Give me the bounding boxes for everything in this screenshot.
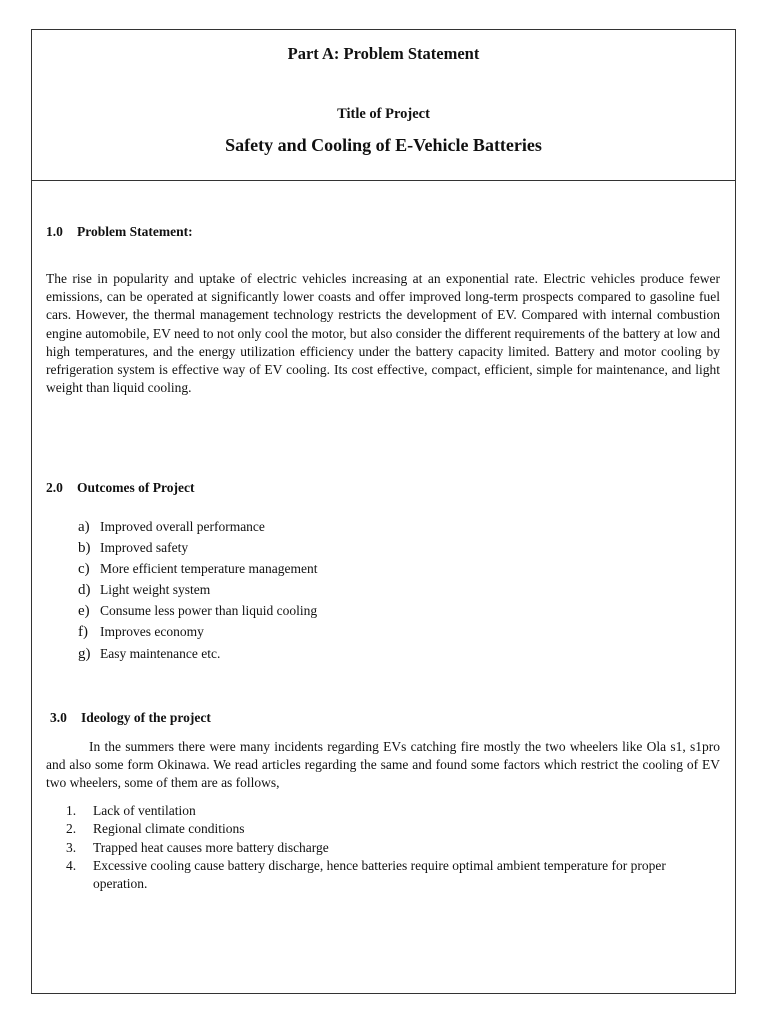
section-title: Ideology of the project <box>81 710 211 725</box>
list-item-text: Trapped heat causes more battery discharge <box>93 839 329 855</box>
list-marker: g) <box>78 645 91 662</box>
header-divider <box>31 180 736 181</box>
list-item <box>66 802 720 820</box>
part-title: Part A: Problem Statement <box>287 44 480 63</box>
list-marker: c) <box>78 561 90 578</box>
list-marker: a) <box>78 519 90 535</box>
list-item <box>78 537 478 558</box>
list-item-text: Improved safety <box>100 540 189 556</box>
section-heading-problem-statement <box>46 224 193 240</box>
list-item-text: Consume less power than liquid cooling <box>100 603 318 619</box>
ideology-paragraph: In the summers there were many incidents regarding EVs catching fire mostly the two wheelers like Ola s1, s1pro and also some form Okinawa. We read articles regarding the same and found some factors which restrict the cooling of EV two wheelers, some of them are as follows, <box>46 739 720 791</box>
list-item-text: Improved overall performance <box>100 519 265 534</box>
list-item <box>66 857 720 894</box>
list-item <box>78 516 478 537</box>
outcomes-list <box>78 516 478 664</box>
list-item <box>66 839 720 857</box>
section-title: Problem Statement: <box>77 224 193 239</box>
list-item-text: Light weight system <box>100 582 211 598</box>
list-item-text: Easy maintenance etc. <box>100 645 221 661</box>
list-item-text: Improves economy <box>100 624 204 640</box>
list-item <box>78 643 478 664</box>
section-heading-outcomes <box>46 480 194 496</box>
list-marker: d) <box>78 582 91 599</box>
list-item-text: Excessive cooling cause battery discharge, hence batteries require optimal ambient temperature for proper operation. <box>93 857 666 892</box>
list-marker: 4. <box>66 857 77 873</box>
list-marker: 3. <box>66 839 77 855</box>
list-marker: 2. <box>66 821 77 837</box>
section-title: Outcomes of Project <box>77 480 195 495</box>
section-number: 1.0 <box>46 224 63 239</box>
factors-list <box>66 802 720 893</box>
list-marker: f) <box>78 624 88 641</box>
project-title-label: Title of Project <box>337 106 430 122</box>
section-number: 2.0 <box>46 480 63 495</box>
problem-statement-paragraph: The rise in popularity and uptake of electric vehicles increasing at an exponential rate. Electric vehicles produce fewer emissions, can be operated at significantly lower coasts and offer improved long-term prospects compared to gasoline fuel cars. However, the thermal management technology restricts the development of EV. Compared with internal combustion engine automobile, EV need to not only cool the motor, but also consider the different requirements of the battery at low and high temperatures, and the energy utilization efficiency under the battery capacity limited. Battery and motor cooling by refrigeration system is effective way of EV cooling. Its cost effective, compact, efficient, simple for maintenance, and light weight than liquid cooling. <box>46 271 720 396</box>
section-heading-ideology <box>50 710 211 726</box>
list-item <box>78 579 478 600</box>
list-item <box>78 558 478 579</box>
list-item <box>66 820 720 838</box>
project-title: Safety and Cooling of E-Vehicle Batteries <box>225 135 542 155</box>
list-marker: e) <box>78 603 90 620</box>
list-marker: b) <box>78 540 91 557</box>
list-item <box>78 600 478 621</box>
list-item-text: Regional climate conditions <box>93 821 245 837</box>
section-number: 3.0 <box>50 710 67 725</box>
list-item-text: More efficient temperature management <box>100 561 318 577</box>
list-marker: 1. <box>66 803 77 818</box>
list-item <box>78 621 478 642</box>
list-item-text: Lack of ventilation <box>93 803 196 818</box>
